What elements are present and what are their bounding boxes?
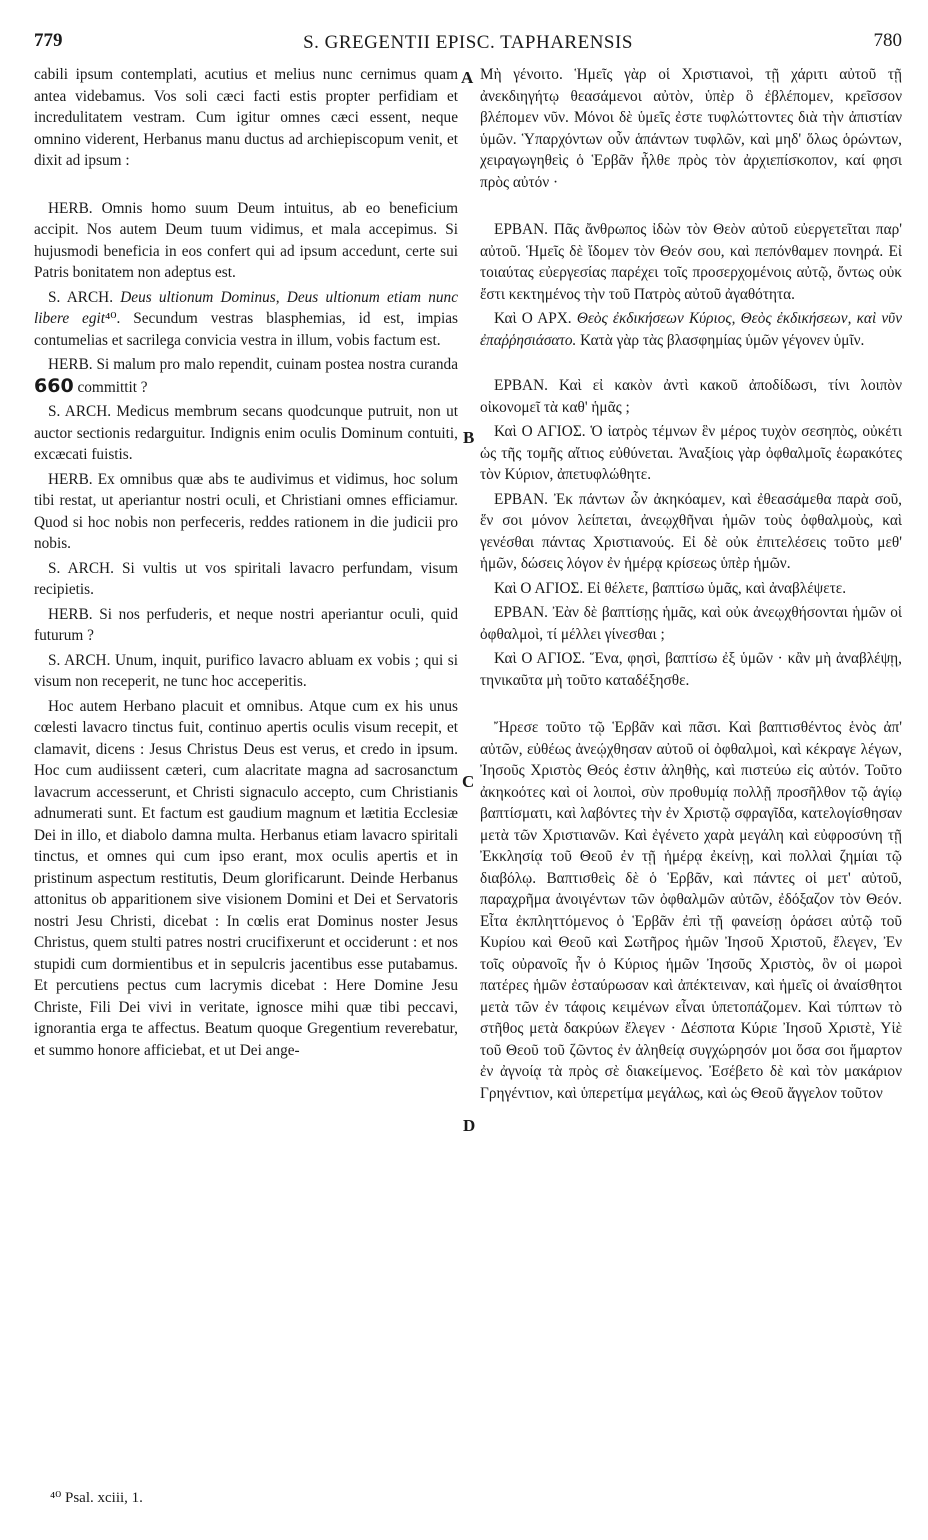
section-marker-a: A — [461, 68, 474, 87]
greek-psalm-quote: Θεὸς ἐκδικήσεων Κύριος, Θεὸς ἐκδικήσεων, καὶ νῦν ἐπαῤῥησιάσατο. — [480, 310, 902, 349]
page-number-right: 780 — [873, 30, 902, 51]
latin-paragraph-3 — [34, 287, 458, 352]
column-number: 660 — [34, 374, 74, 397]
latin-paragraph-7: S. ARCH. Si vultis ut vos spiritali lavacro perfundam, visum recipietis. — [34, 559, 458, 598]
greek-paragraph-7: Καὶ Ο ΑΓΙΟΣ. Εἰ θέλετε, βαπτίσω ὑμᾶς, καὶ ἀναβλέψετε. — [494, 579, 847, 597]
greek-p3-rest: Κατὰ γὰρ τὰς βλασφημίας ὑμῶν γέγονεν ὑμῖν. — [576, 331, 865, 349]
greek-paragraph-3 — [480, 308, 902, 351]
latin-paragraph-8: HERB. Si nos perfuderis, et neque nostri aperiantur oculi, quid futurum ? — [34, 605, 458, 644]
latin-paragraph-2: HERB. Omnis homo suum Deum intuitus, ab eo beneficium accipit. Nos autem Deum tuum vidimus, et mala accepimus. Si hujusmodi beneficia in eos confert qui ad ipsum accedunt, certe sui Patris bonitatem non adeptus est. — [34, 199, 458, 281]
latin-column — [34, 64, 458, 1064]
footnote: ⁴⁰ Psal. xciii, 1. — [50, 1490, 143, 1506]
latin-speaker-arch: S. ARCH. — [48, 288, 121, 306]
latin-psalm-quote: Deus ultionum Dominus, Deus ultionum etiam nunc libere egit — [34, 288, 458, 327]
greek-column — [480, 64, 902, 1107]
latin-paragraph-6: HERB. Ex omnibus quæ abs te audivimus et vidimus, hoc solum tibi restat, ut aperiantur nostri oculi, et Christiani omnes efficiamur. Quod si hoc nobis non perfeceris, reddes rationem in die judicii pro nobis. — [34, 470, 458, 552]
latin-p4-start: HERB. Si malum pro malo rependit, cuinam postea nostra curanda — [48, 356, 458, 373]
greek-paragraph-10: Ἤρεσε τοῦτο τῷ Ἑρβᾶν καὶ πᾶσι. Καὶ βαπτισθέντος ἑνὸς ἀπ' αὐτῶν, εὐθέως ἀνεῴχθησαν αὐτοῦ οἱ ὀφθαλμοὶ, καὶ κέκραγε λέγων, Ἰησοῦς Χριστὸς Θεός ἐστιν ἀληθὴς, καὶ πιστεύω εἰς αὐτόν. Τοῦτο ἀκηκοότες καὶ οἱ λοιποὶ, σὺν προθυμίᾳ πολλῇ προσῆλθον τῷ ἁγίῳ βαπτίσματι, καὶ λαβόντες τὴν ἐν Χριστῷ σφραγῖδα, κατελογίσθησαν μετὰ τῶν Χριστιανῶν. Καὶ ἐγένετο χαρὰ μεγάλη καὶ εὐφροσύνη τῇ Ἐκκλησίᾳ τοῦ Θεοῦ ἐν τῇ ἡμέρᾳ ἐκείνῃ, καὶ πολλαὶ ζημίαι τῷ διαβόλῳ. Βαπτισθεὶς δὲ ὁ Ἑρβᾶν, καὶ πάντες οἱ μετ' αὐτοῦ, παραχρῆμα ἀνοιγέντων τῶν ὀφθαλμῶν αὐτῶν, ἐδόξαζον τὸν Θεόν. Εἶτα ἐκπληττόμενος ὁ Ἑρβᾶν ἐπὶ τῇ φανείσῃ ὁράσει αὐτῷ τοῦ Κυρίου καὶ Θεοῦ καὶ Σωτῆρος ἡμῶν Ἰησοῦ Χριστοῦ, ἔλεγεν, Ἐν τοῖς οὐρανοῖς ἦν ὁ Κύριος ἡμῶν Ἰησοῦς Χριστὸς, ὃν οἱ μωροὶ πατέρες ἡμῶν ἐσταύρωσαν καὶ ἀπέκτειναν, καὶ ἡμεῖς οἱ ἀναίσθητοι μετὰ τῶν ἐν τάφοις κειμένων εἶναι ὑπετοπάζομεν. Καὶ τύπτων τὸ στῆθος μετὰ δακρύων ἔλεγεν · Δέσποτα Κύριε Ἰησοῦ Χριστὲ, Υἱὲ τοῦ Θεοῦ τοῦ ζῶντος ἐν ἀληθείᾳ συγχώρησόν μοι ὅσα σοι ἥμαρτον ἐν ἀγνοίᾳ τὰ πρὸς σὲ διακείμενος. Ἐσέβετο δὲ καὶ τὸν μακάριον Γρηγέντιον, καὶ ὑπερετίμα μεγάλως, καὶ ὡς Θεοῦ ἄγγελον τοῦτον — [480, 719, 902, 1102]
page-header — [34, 30, 902, 60]
greek-paragraph-1: Μὴ γένοιτο. Ἡμεῖς γὰρ οἱ Χριστιανοὶ, τῇ χάριτι αὐτοῦ τῇ ἀνεκδιηγήτῳ θεασάμενοι αὐτὸν, ὑπὲρ ὃ ἐβλέπομεν, κρεῖσσον βλέπομεν νῦν. Μόνοι δὲ ὑμεῖς ἐστε τυφλώττοντες διὰ τὴν ἀπιστίαν ὑμῶν. Ὑπαρχόντων οὖν ἁπάντων τυφλῶν, καὶ μηδ' ὅλως ὁρώντων, χειραγωγηθεὶς ὁ Ἑρβᾶν ἦλθε πρὸς τὸν ἀρχιεπίσκοπον, καί φησι πρὸς αὐτόν · — [480, 66, 902, 191]
greek-paragraph-2: ΕΡΒΑΝ. Πᾶς ἄνθρωπος ἰδὼν τὸν Θεὸν αὐτοῦ εὐεργετεῖται παρ' αὐτοῦ. Ἡμεῖς δὲ ἴδομεν τὸν Θεόν σου, καὶ πεπόνθαμεν πονηρά. Εἰ τοιαύτας εὐεργεσίας παρέχει τοῖς προσερχομένοις αὐτῷ, ὄντως οὐκ ἔστι κεκτημένος τὴν τοῦ Πατρὸς αὐτοῦ ἀγαθότητα. — [480, 221, 902, 303]
section-marker-c: C — [462, 772, 475, 791]
latin-p3-rest: ⁴⁰. Secundum vestras blasphemias, id est, impias contumelias et sacrilega convicia vestra in illum, vobis factum est. — [34, 310, 458, 349]
greek-paragraph-9: Καὶ Ο ΑΓΙΟΣ. Ἕνα, φησὶ, βαπτίσω ἐξ ὑμῶν · κἂν μὴ ἀναβλέψῃ, τηνικαῦτα μὴ τοῦτο καταδέξησθε. — [480, 650, 902, 689]
latin-p4-end: committit ? — [73, 378, 148, 396]
running-title: S. GREGENTII EPISC. TAPHARENSIS — [303, 32, 633, 53]
section-marker-d: D — [463, 1116, 476, 1135]
latin-paragraph-5: S. ARCH. Medicus membrum secans quodcunque putruit, non ut auctor sectionis redarguitur. Indignis enim oculis Dominum contuiti, excæcati fuistis. — [34, 403, 458, 463]
latin-paragraph-4 — [34, 354, 458, 398]
section-marker-b: B — [463, 428, 475, 447]
page-number-left: 779 — [34, 30, 63, 51]
greek-paragraph-8: ΕΡΒΑΝ. Ἐὰν δὲ βαπτίσῃς ἡμᾶς, καὶ οὐκ ἀνεῳχθήσονται ἡμῶν οἱ ὀφθαλμοὶ, τί μέλλει γίνεσθαι ; — [480, 604, 902, 643]
latin-paragraph-9: S. ARCH. Unum, inquit, purifico lavacro abluam ex vobis ; qui si visum non receperit, ne tunc hoc acceperitis. — [34, 651, 458, 690]
greek-paragraph-6: ΕΡΒΑΝ. Ἐκ πάντων ὧν ἀκηκόαμεν, καὶ ἐθεασάμεθα παρὰ σοῦ, ἕν σοι μόνον λείπεται, ἀνεῳχθῆναι ἡμῶν τοὺς ὀφθαλμοὺς, καὶ γενέσθαι πάντας Χριστιανούς. Εἰ δὲ οὐκ ἐπιτελέσεις τοῦτο μεθ' ἡμῶν, δώσεις λόγον ἐν ἡμέρᾳ κρίσεως ὑπὲρ ἡμῶν. — [480, 490, 902, 572]
greek-paragraph-5: Καὶ Ο ΑΓΙΟΣ. Ὁ ἰατρὸς τέμνων ἓν μέρος τυχὸν σεσηπὸς, οὐκέτι ὡς τῆς τομῆς αἴτιος εὐθύνεται. Ἀναξίοις γὰρ ὀφθαλμοῖς ἑωρακότες τὸν Κύριον, ἀπετυφλώθητε. — [480, 423, 902, 483]
greek-paragraph-4: ΕΡΒΑΝ. Καὶ εἰ κακὸν ἀντὶ κακοῦ ἀποδίδωσι, τίνι λοιπὸν οἰκονομεῖ τὰ καθ' ἡμᾶς ; — [480, 377, 902, 416]
latin-paragraph-1: cabili ipsum contemplati, acutius et melius nunc cernimus quam antea videbamus. Vos soli cæci facti estis propter perfidiam et incredulitatem vestram. Cum igitur omnes cæci essent, neque omnino viderent, Herbanus manu ductus ad archiepiscopum venit, et dixit ad ipsum : — [34, 66, 458, 169]
greek-speaker-arch: Καὶ Ο ΑΡΧ. — [494, 310, 577, 327]
latin-paragraph-10: Hoc autem Herbano placuit et omnibus. Atque cum ex his unus cœlesti lavacro tinctus fuit, continuo apertis oculis visum recepit, et clamavit, dicens : Jesus Christus Deus est verus, et credo in ipsum. Hoc cum audiissent cæteri, cum alacritate magna ad sacrosanctum lavacrum accesserunt, et Christi signaculo accepto, cum Christianis adnumerati sunt. Et factum est gaudium magnum et lætitia Ecclesiæ Dei in illo, et diabolo damna multa. Herbanus etiam lavacro spiritali tinctus, et omnes qui cum ipso erant, mox oculis apertis et in pristinum aspectum restitutis, Deum glorificarunt. Deinde Herbanus attonitus ob apparitionem sive visionem Domini et Dei et Servatoris nostri Jesu Christi, dicebat : In cœlis erat Dominus noster Jesus Christus, quem stulti patres nostri crucifixerunt et occiderunt : et nos stupidi cum dormientibus et in sepulcris jacentibus esse putabamus. Et percutiens pectus cum lacrymis dicebat : Here Domine Jesu Christe, Fili Dei vivi in veritate, ignosce mihi quæ tibi peccavi, ignorantia erga te affectus. Beatum quoque Gregentium reverebatur, et summo honore afficiebat, et ut Dei ange- — [34, 697, 458, 1059]
